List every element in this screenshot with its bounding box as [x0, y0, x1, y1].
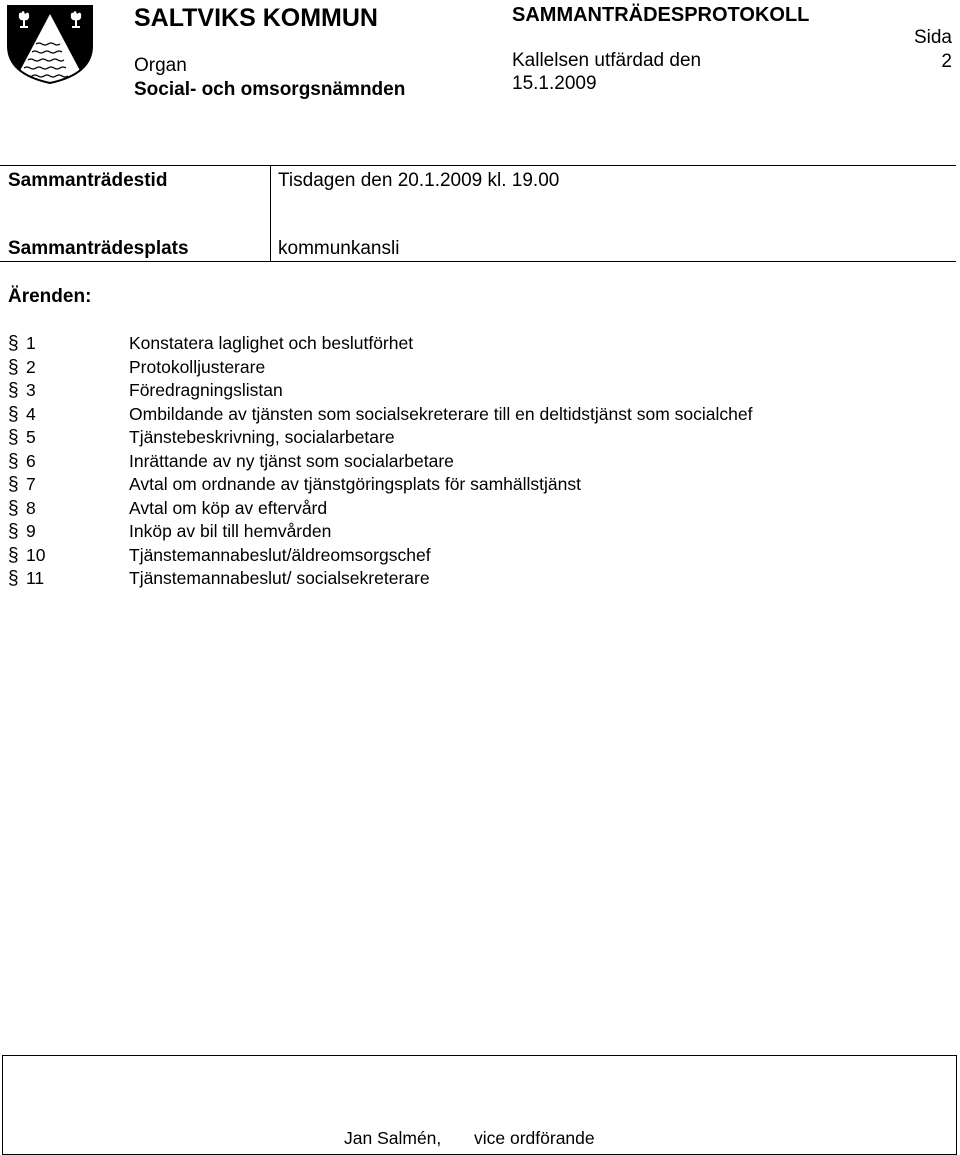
section-sign: § — [8, 568, 19, 589]
meeting-time-value: Tisdagen den 20.1.2009 kl. 19.00 — [278, 170, 560, 191]
section-sign: § — [8, 333, 19, 354]
section-sign: § — [8, 521, 19, 542]
agenda-item — [8, 403, 948, 427]
agenda-item-title: Föredragningslistan — [129, 380, 283, 400]
agenda-item-number: 2 — [26, 356, 36, 377]
agenda-item — [8, 567, 948, 591]
agenda-item-title: Tjänstebeskrivning, socialarbetare — [129, 427, 395, 447]
section-sign: § — [8, 380, 19, 401]
agenda-item — [8, 356, 948, 380]
signatory-role: vice ordförande — [474, 1128, 595, 1148]
agenda-item-number: 8 — [26, 497, 36, 518]
section-sign: § — [8, 427, 19, 448]
agenda-item-number: 7 — [26, 474, 36, 494]
agenda-item-title: Konstatera laglighet och beslutförhet — [129, 333, 414, 353]
agenda-item — [8, 426, 948, 450]
organ-label: Organ — [134, 55, 187, 76]
agenda-list — [8, 332, 948, 591]
agenda-item-title: Tjänstemannabeslut/ socialsekreterare — [129, 568, 430, 588]
section-sign: § — [8, 544, 19, 566]
agenda-item-title: Tjänstemannabeslut/äldreomsorgschef — [129, 544, 431, 565]
agenda-item — [8, 450, 948, 474]
signatory-name: Jan Salmén, — [344, 1128, 442, 1148]
page-number: 2 — [941, 51, 952, 72]
agenda-item-number: 11 — [26, 568, 45, 588]
notice-issued-date: 15.1.2009 — [512, 73, 597, 94]
agenda-item — [8, 473, 948, 497]
meeting-place-label: Sammanträdesplats — [8, 238, 189, 259]
agenda-item-number: 5 — [26, 427, 36, 447]
agenda-item-number: 10 — [26, 544, 46, 565]
meeting-time-label: Sammanträdestid — [8, 170, 168, 191]
meeting-info-divider — [270, 165, 271, 261]
agenda-item-number: 1 — [26, 333, 36, 353]
agenda-item-number: 9 — [26, 521, 36, 541]
agenda-item — [8, 332, 948, 356]
agenda-item-number: 6 — [26, 450, 36, 471]
agenda-item-title: Inrättande av ny tjänst som socialarbetare — [129, 450, 454, 471]
section-sign: § — [8, 497, 19, 519]
agenda-item-title: Ombildande av tjänsten som socialsekreterare till en deltidstjänst som socialchef — [129, 403, 753, 424]
agenda-item-number: 4 — [26, 403, 36, 424]
agenda-item — [8, 544, 948, 568]
agenda-item-title: Avtal om köp av eftervård — [129, 497, 328, 518]
agenda-item — [8, 379, 948, 403]
agenda-item-number: 3 — [26, 380, 36, 400]
organ-value: Social- och omsorgsnämnden — [134, 79, 406, 100]
section-sign: § — [8, 356, 19, 378]
agenda-item-title: Protokolljusterare — [129, 356, 266, 377]
meeting-place-value: kommunkansli — [278, 238, 400, 259]
agenda-item-title: Avtal om ordnande av tjänstgöringsplats för samhällstjänst — [129, 474, 582, 494]
section-sign: § — [8, 474, 19, 495]
municipality-name: SALTVIKS KOMMUN — [134, 4, 378, 32]
agenda-item-title: Inköp av bil till hemvården — [129, 521, 332, 541]
section-sign: § — [8, 403, 19, 425]
municipal-coat-of-arms-icon — [6, 4, 94, 84]
agenda-item — [8, 520, 948, 544]
agenda-heading: Ärenden: — [8, 286, 92, 307]
document-type: SAMMANTRÄDESPROTOKOLL — [512, 4, 810, 26]
section-sign: § — [8, 450, 19, 472]
notice-issued-label: Kallelsen utfärdad den — [512, 50, 702, 71]
page-label: Sida — [913, 27, 952, 48]
agenda-item — [8, 497, 948, 521]
